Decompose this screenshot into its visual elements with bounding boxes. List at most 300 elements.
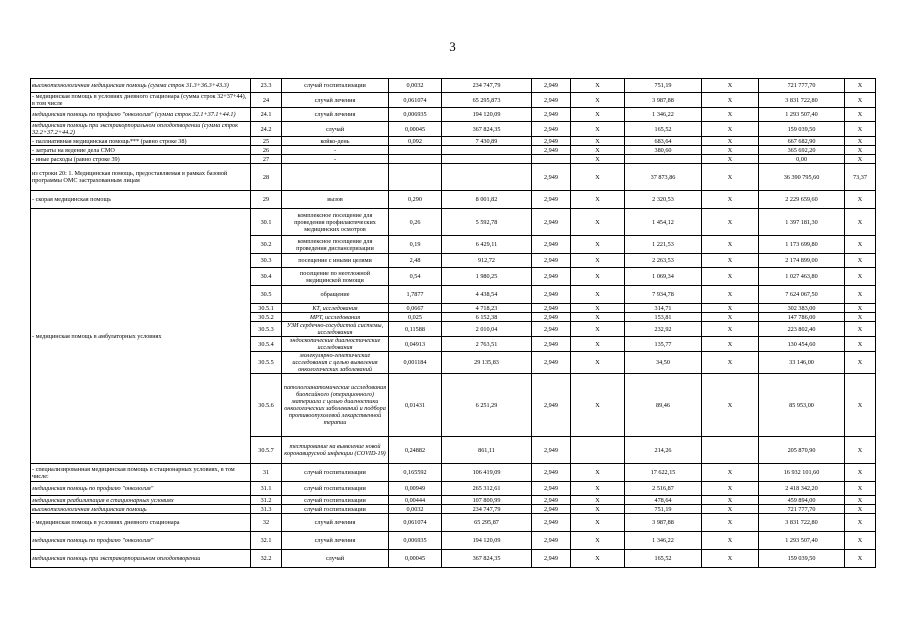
unit-cell (282, 164, 389, 191)
cost-cell: 1 980,25 (442, 268, 532, 286)
per-capita-cell: 2 320,53 (625, 191, 702, 209)
unit-cell: случай госпитализации (282, 496, 389, 505)
table-row (31, 209, 876, 236)
col9-cell: X (702, 482, 759, 496)
total-cell: 1 173 699,80 (759, 236, 845, 254)
col7-cell: X (571, 550, 625, 568)
total-cell: 721 777,70 (759, 79, 845, 93)
per-capita-cell: 37 873,86 (625, 164, 702, 191)
coef-cell: 2,949 (532, 254, 571, 268)
per-capita-cell: 1 346,22 (625, 108, 702, 122)
row-number: 25 (251, 137, 282, 146)
total-cell: 2 418 342,20 (759, 482, 845, 496)
row-name-cell: медицинская реабилитация в стационарных условиях (31, 496, 251, 505)
share-cell: X (845, 236, 876, 254)
col9-cell: X (702, 137, 759, 146)
col7-cell: X (571, 322, 625, 337)
row-name-cell: - паллиативная медицинская помощь*** (равно строке 38) (31, 137, 251, 146)
col7-cell: X (571, 137, 625, 146)
total-cell: 159 039,50 (759, 122, 845, 137)
per-capita-cell: 1 346,22 (625, 532, 702, 550)
col7-cell: X (571, 313, 625, 322)
row-number: 30.1 (251, 209, 282, 236)
total-cell: 1 293 507,40 (759, 532, 845, 550)
share-cell: X (845, 268, 876, 286)
col9-cell: X (702, 505, 759, 514)
share-cell: 73,37 (845, 164, 876, 191)
unit-cell: посещение с иными целями (282, 254, 389, 268)
coef-cell: 2,949 (532, 286, 571, 304)
coef-cell: 2,949 (532, 352, 571, 374)
col7-cell: X (571, 79, 625, 93)
unit-cell: случай лечения (282, 108, 389, 122)
per-capita-cell: 2 263,53 (625, 254, 702, 268)
col9-cell: X (702, 236, 759, 254)
per-capita-cell: 232,92 (625, 322, 702, 337)
volume-cell: 0,165592 (389, 464, 442, 482)
share-cell: X (845, 108, 876, 122)
share-cell: X (845, 464, 876, 482)
per-capita-cell: 1 069,34 (625, 268, 702, 286)
per-capita-cell: 165,52 (625, 550, 702, 568)
row-number: 31 (251, 464, 282, 482)
cost-cell: 7 430,89 (442, 137, 532, 146)
total-cell: 205 870,90 (759, 437, 845, 464)
coef-cell: 2,949 (532, 482, 571, 496)
per-capita-cell: 1 221,53 (625, 236, 702, 254)
col7-cell: X (571, 146, 625, 155)
col7-cell (571, 437, 625, 464)
share-cell: X (845, 209, 876, 236)
row-name-cell: медицинская помощь по профилю "онкология" (сумма строк 32.1+37.1+44.1) (31, 108, 251, 122)
row-number: 32.2 (251, 550, 282, 568)
share-cell: X (845, 482, 876, 496)
coef-cell: 2,949 (532, 122, 571, 137)
col7-cell: X (571, 93, 625, 108)
share-cell: X (845, 304, 876, 313)
coef-cell: 2,949 (532, 464, 571, 482)
coef-cell: 2,949 (532, 337, 571, 352)
col7-cell: X (571, 304, 625, 313)
per-capita-cell: 153,81 (625, 313, 702, 322)
cost-cell: 65 295,873 (442, 93, 532, 108)
col7-cell: X (571, 236, 625, 254)
table-row (31, 505, 876, 514)
coef-cell: 2,949 (532, 79, 571, 93)
per-capita-cell: 135,77 (625, 337, 702, 352)
row-number: 31.1 (251, 482, 282, 496)
volume-cell: 0,061074 (389, 93, 442, 108)
coef-cell: 2,949 (532, 313, 571, 322)
volume-cell: 0,061074 (389, 514, 442, 532)
col9-cell: X (702, 322, 759, 337)
col7-cell: X (571, 268, 625, 286)
share-cell: X (845, 337, 876, 352)
unit-cell: посещение по неотложной медицинской помощи (282, 268, 389, 286)
col9-cell: X (702, 155, 759, 164)
col9-cell: X (702, 268, 759, 286)
total-cell: 667 682,90 (759, 137, 845, 146)
total-cell: 36 390 795,60 (759, 164, 845, 191)
financial-table (30, 78, 876, 568)
per-capita-cell: 751,19 (625, 79, 702, 93)
row-number: 30.5.6 (251, 374, 282, 437)
total-cell: 33 146,00 (759, 352, 845, 374)
col7-cell: X (571, 514, 625, 532)
per-capita-cell: 7 934,78 (625, 286, 702, 304)
row-name-cell: - затраты на ведение дела СМО (31, 146, 251, 155)
table-row (31, 191, 876, 209)
total-cell: 1 397 181,30 (759, 209, 845, 236)
cost-cell: 6 152,38 (442, 313, 532, 322)
table-row (31, 496, 876, 505)
row-name-cell: высокотехнологичная медицинская помощь (31, 505, 251, 514)
cost-cell: 861,11 (442, 437, 532, 464)
col7-cell: X (571, 209, 625, 236)
cost-cell: 194 120,09 (442, 108, 532, 122)
per-capita-cell: 683,64 (625, 137, 702, 146)
row-number: 30.5.7 (251, 437, 282, 464)
row-name-cell: медицинская помощь при экстракорпоральном оплодотворении (сумма строк 32.2+37.2+44.2) (31, 122, 251, 137)
total-cell: 130 454,60 (759, 337, 845, 352)
table-row (31, 79, 876, 93)
per-capita-cell: 314,71 (625, 304, 702, 313)
table-row (31, 155, 876, 164)
volume-cell: 0,006935 (389, 108, 442, 122)
col7-cell: X (571, 505, 625, 514)
volume-cell: 0,00444 (389, 496, 442, 505)
share-cell: X (845, 505, 876, 514)
share-cell: X (845, 122, 876, 137)
total-cell: 1 027 463,80 (759, 268, 845, 286)
share-cell: X (845, 532, 876, 550)
volume-cell: 0,00045 (389, 550, 442, 568)
row-name-cell: медицинская помощь по профилю "онкология" (31, 482, 251, 496)
col7-cell: X (571, 108, 625, 122)
unit-cell: койко-день (282, 137, 389, 146)
row-number: 24.1 (251, 108, 282, 122)
col7-cell: X (571, 337, 625, 352)
coef-cell (532, 155, 571, 164)
cost-cell: 4 438,54 (442, 286, 532, 304)
table-row (31, 550, 876, 568)
table-row (31, 122, 876, 137)
cost-cell: 106 419,09 (442, 464, 532, 482)
total-cell: 302 383,00 (759, 304, 845, 313)
col7-cell: X (571, 191, 625, 209)
coef-cell: 2,949 (532, 191, 571, 209)
volume-cell: 1,7877 (389, 286, 442, 304)
total-cell: 159 039,50 (759, 550, 845, 568)
row-name-cell: из строки 20: 1. Медицинская помощь, предоставляемая в рамках базовой программы ОМС застрахованным лицам (31, 164, 251, 191)
col9-cell: X (702, 93, 759, 108)
col9-cell (702, 437, 759, 464)
volume-cell (389, 164, 442, 191)
col9-cell: X (702, 313, 759, 322)
share-cell: X (845, 79, 876, 93)
col9-cell: X (702, 254, 759, 268)
volume-cell: 0,19 (389, 236, 442, 254)
col9-cell: X (702, 514, 759, 532)
cost-cell: 6 251,29 (442, 374, 532, 437)
col9-cell: X (702, 286, 759, 304)
share-cell: X (845, 254, 876, 268)
volume-cell: 0,025 (389, 313, 442, 322)
total-cell: 3 831 722,80 (759, 93, 845, 108)
row-number: 32.1 (251, 532, 282, 550)
share-cell: X (845, 313, 876, 322)
cost-cell: 367 824,35 (442, 122, 532, 137)
cost-cell: 6 429,11 (442, 236, 532, 254)
coef-cell: 2,949 (532, 268, 571, 286)
volume-cell: 0,11588 (389, 322, 442, 337)
table-row (31, 514, 876, 532)
row-number: 30.5.4 (251, 337, 282, 352)
table-row (31, 532, 876, 550)
coef-cell: 2,949 (532, 505, 571, 514)
coef-cell: 2,949 (532, 108, 571, 122)
col7-cell: X (571, 155, 625, 164)
per-capita-cell: 165,52 (625, 122, 702, 137)
volume-cell: 0,04913 (389, 337, 442, 352)
col9-cell: X (702, 122, 759, 137)
per-capita-cell: 2 516,87 (625, 482, 702, 496)
row-number: 30.2 (251, 236, 282, 254)
col9-cell: X (702, 79, 759, 93)
row-name-cell: медицинская помощь при экстракорпоральном оплодотворении (31, 550, 251, 568)
coef-cell: 2,949 (532, 209, 571, 236)
unit-cell: УЗИ сердечно-сосудистой системы, исследования (282, 322, 389, 337)
row-number: 27 (251, 155, 282, 164)
table-row (31, 164, 876, 191)
unit-cell: случай госпитализации (282, 464, 389, 482)
volume-cell: 0,26 (389, 209, 442, 236)
per-capita-cell: 380,60 (625, 146, 702, 155)
coef-cell: 2,949 (532, 437, 571, 464)
row-number: 30.3 (251, 254, 282, 268)
row-name-cell: - медицинская помощь в условиях дневного стационара (сумма строк 32+37+44), в том числе (31, 93, 251, 108)
row-number: 30.5.1 (251, 304, 282, 313)
page-number: 3 (449, 39, 456, 54)
cost-cell: 265 312,61 (442, 482, 532, 496)
row-number: 24 (251, 93, 282, 108)
unit-cell: молекулярно-генетические исследования с целью выявления онкологических заболеваний (282, 352, 389, 374)
share-cell: X (845, 514, 876, 532)
col9-cell: X (702, 191, 759, 209)
col9-cell: X (702, 374, 759, 437)
coef-cell: 2,949 (532, 550, 571, 568)
coef-cell: 2,949 (532, 93, 571, 108)
row-number: 29 (251, 191, 282, 209)
cost-cell: 2 763,51 (442, 337, 532, 352)
coef-cell: 2,949 (532, 304, 571, 313)
row-number: 30.5.2 (251, 313, 282, 322)
row-number: 30.5.5 (251, 352, 282, 374)
unit-cell: случай лечения (282, 93, 389, 108)
col7-cell: X (571, 254, 625, 268)
total-cell: 721 777,70 (759, 505, 845, 514)
volume-cell: 0,00045 (389, 122, 442, 137)
total-cell: 16 932 101,60 (759, 464, 845, 482)
per-capita-cell: 1 454,12 (625, 209, 702, 236)
per-capita-cell (625, 155, 702, 164)
row-name-cell: - медицинская помощь в амбулаторных условиях (31, 209, 251, 464)
col7-cell: X (571, 374, 625, 437)
unit-cell: тестирование на выявление новой коронавирусной инфекции (COVID-19) (282, 437, 389, 464)
row-number: 32 (251, 514, 282, 532)
col9-cell: X (702, 304, 759, 313)
coef-cell: 2,949 (532, 322, 571, 337)
cost-cell: 29 135,83 (442, 352, 532, 374)
coef-cell: 2,949 (532, 146, 571, 155)
row-number: 31.2 (251, 496, 282, 505)
cost-cell: 234 747,79 (442, 79, 532, 93)
per-capita-cell: 214,26 (625, 437, 702, 464)
unit-cell: патологоанатомические исследования биопсийного (операционного) материала с целью диагностики онкологических заболеваний и подбора противоопухолевой лекарственной терапии (282, 374, 389, 437)
row-number: 26 (251, 146, 282, 155)
unit-cell: - (282, 155, 389, 164)
total-cell: 3 831 722,80 (759, 514, 845, 532)
table-row (31, 146, 876, 155)
coef-cell: 2,949 (532, 236, 571, 254)
row-number: 31.3 (251, 505, 282, 514)
total-cell: 365 692,20 (759, 146, 845, 155)
coef-cell: 2,949 (532, 496, 571, 505)
per-capita-cell: 478,64 (625, 496, 702, 505)
col9-cell: X (702, 146, 759, 155)
share-cell: X (845, 550, 876, 568)
per-capita-cell: 34,50 (625, 352, 702, 374)
volume-cell (389, 155, 442, 164)
per-capita-cell: 17 622,15 (625, 464, 702, 482)
col9-cell: X (702, 496, 759, 505)
share-cell: X (845, 286, 876, 304)
per-capita-cell: 751,19 (625, 505, 702, 514)
cost-cell (442, 146, 532, 155)
volume-cell: 0,290 (389, 191, 442, 209)
total-cell: 223 802,40 (759, 322, 845, 337)
cost-cell: 8 001,82 (442, 191, 532, 209)
col9-cell: X (702, 532, 759, 550)
total-cell: 85 953,00 (759, 374, 845, 437)
share-cell: X (845, 437, 876, 464)
volume-cell: 0,001184 (389, 352, 442, 374)
unit-cell: комплексное посещение для проведения профилактических медицинских осмотров (282, 209, 389, 236)
share-cell: X (845, 352, 876, 374)
cost-cell: 5 592,78 (442, 209, 532, 236)
total-cell: 2 174 899,00 (759, 254, 845, 268)
row-number: 30.4 (251, 268, 282, 286)
volume-cell: 0,00949 (389, 482, 442, 496)
unit-cell: МРТ, исследования (282, 313, 389, 322)
volume-cell: 0,092 (389, 137, 442, 146)
unit-cell: случай лечения (282, 514, 389, 532)
row-number: 30.5 (251, 286, 282, 304)
unit-cell: комплексное посещение для проведения диспансеризации (282, 236, 389, 254)
col7-cell: X (571, 496, 625, 505)
total-cell: 0,00 (759, 155, 845, 164)
volume-cell (389, 146, 442, 155)
share-cell: X (845, 191, 876, 209)
row-number: 23.3 (251, 79, 282, 93)
volume-cell: 0,24882 (389, 437, 442, 464)
row-name-cell: - скорая медицинская помощь (31, 191, 251, 209)
col7-cell: X (571, 352, 625, 374)
unit-cell: обращение (282, 286, 389, 304)
col9-cell: X (702, 464, 759, 482)
table-row (31, 93, 876, 108)
row-name-cell: медицинская помощь по профилю "онкология" (31, 532, 251, 550)
col7-cell: X (571, 532, 625, 550)
col9-cell: X (702, 337, 759, 352)
cost-cell: 4 718,23 (442, 304, 532, 313)
per-capita-cell: 89,46 (625, 374, 702, 437)
coef-cell: 2,949 (532, 374, 571, 437)
cost-cell: 912,72 (442, 254, 532, 268)
unit-cell: случай госпитализации (282, 482, 389, 496)
share-cell: X (845, 322, 876, 337)
total-cell: 459 894,00 (759, 496, 845, 505)
cost-cell: 2 010,04 (442, 322, 532, 337)
col9-cell: X (702, 352, 759, 374)
col7-cell: X (571, 286, 625, 304)
cost-cell: 367 824,35 (442, 550, 532, 568)
share-cell: X (845, 155, 876, 164)
table-row (31, 464, 876, 482)
share-cell: X (845, 146, 876, 155)
coef-cell: 2,949 (532, 137, 571, 146)
unit-cell: случай (282, 550, 389, 568)
cost-cell: 194 120,09 (442, 532, 532, 550)
cost-cell: 107 800,99 (442, 496, 532, 505)
per-capita-cell: 3 987,88 (625, 93, 702, 108)
col7-cell: X (571, 464, 625, 482)
cost-cell (442, 155, 532, 164)
cost-cell: 234 747,79 (442, 505, 532, 514)
table-row (31, 108, 876, 122)
table-row (31, 137, 876, 146)
volume-cell: 0,0032 (389, 79, 442, 93)
col9-cell: X (702, 108, 759, 122)
total-cell: 147 786,00 (759, 313, 845, 322)
per-capita-cell: 3 987,88 (625, 514, 702, 532)
volume-cell: 0,01431 (389, 374, 442, 437)
unit-cell: эндоскопические диагностические исследования (282, 337, 389, 352)
unit-cell: - (282, 146, 389, 155)
unit-cell: случай госпитализации (282, 79, 389, 93)
coef-cell: 2,949 (532, 164, 571, 191)
volume-cell: 0,0667 (389, 304, 442, 313)
row-name-cell: - медицинская помощь в условиях дневного стационара (31, 514, 251, 532)
col9-cell: X (702, 550, 759, 568)
share-cell: X (845, 374, 876, 437)
volume-cell: 2,48 (389, 254, 442, 268)
total-cell: 7 624 067,50 (759, 286, 845, 304)
coef-cell: 2,949 (532, 532, 571, 550)
col7-cell: X (571, 122, 625, 137)
row-number: 30.5.3 (251, 322, 282, 337)
total-cell: 2 229 659,60 (759, 191, 845, 209)
cost-cell: 65 295,87 (442, 514, 532, 532)
row-name-cell: - иные расходы (равно строке 39) (31, 155, 251, 164)
volume-cell: 0,006935 (389, 532, 442, 550)
unit-cell: случай госпитализации (282, 505, 389, 514)
row-number: 28 (251, 164, 282, 191)
share-cell: X (845, 137, 876, 146)
share-cell: X (845, 93, 876, 108)
share-cell: X (845, 496, 876, 505)
unit-cell: случай лечения (282, 532, 389, 550)
